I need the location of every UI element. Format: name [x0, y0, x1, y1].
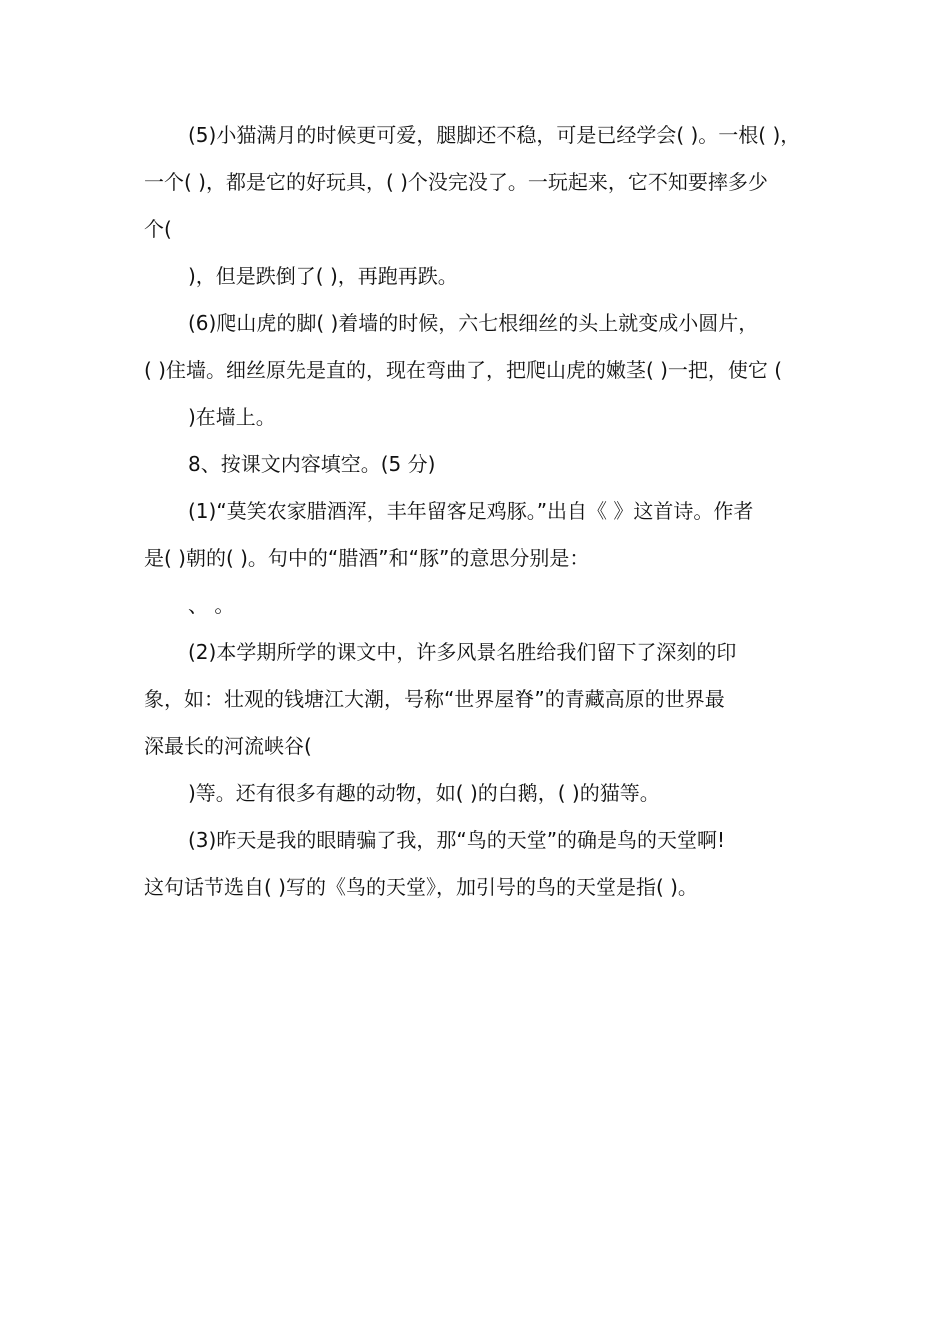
text-line: (2)本学期所学的课文中，许多风景名胜给我们留下了深刻的印 [188, 640, 737, 664]
section-heading: 8、按课文内容填空。(5 分) [188, 452, 436, 476]
text-line: ( )住墙。细丝原先是直的，现在弯曲了，把爬山虎的嫩茎( )一把，使它 ( [144, 358, 783, 382]
text-line: 一个( )，都是它的好玩具，( )个没完没了。一玩起来，它不知要摔多少 [144, 170, 768, 194]
text-line: )在墙上。 [188, 405, 276, 429]
text-line: (5)小猫满月的时候更可爱，腿脚还不稳，可是已经学会( )。一根( )， [188, 123, 801, 147]
text-line: 这句话节选自( )写的《鸟的天堂》，加引号的鸟的天堂是指( )。 [144, 875, 698, 899]
text-line: )，但是跌倒了( )，再跑再跌。 [188, 264, 458, 288]
text-line: (6)爬山虎的脚( )着墙的时候，六七根细丝的头上就变成小圆片， [188, 311, 759, 335]
text-line: 深最长的河流峡谷( [144, 734, 312, 758]
text-line: 个( [144, 217, 172, 241]
text-line: (3)昨天是我的眼睛骗了我，那“鸟的天堂”的确是鸟的天堂啊! [188, 828, 726, 852]
text-line: )等。还有很多有趣的动物，如( )的白鹅，( )的猫等。 [188, 781, 660, 805]
text-line: (1)“莫笑农家腊酒浑，丰年留客足鸡豚。”出自《 》这首诗。作者 [188, 499, 754, 523]
text-line: 是( )朝的( )。句中的“腊酒”和“豚”的意思分别是： [144, 546, 590, 570]
text-line: 象，如：壮观的钱塘江大潮，号称“世界屋脊”的青藏高原的世界最 [144, 687, 725, 711]
text-line: 、 。 [188, 593, 235, 617]
document-body [144, 112, 810, 911]
